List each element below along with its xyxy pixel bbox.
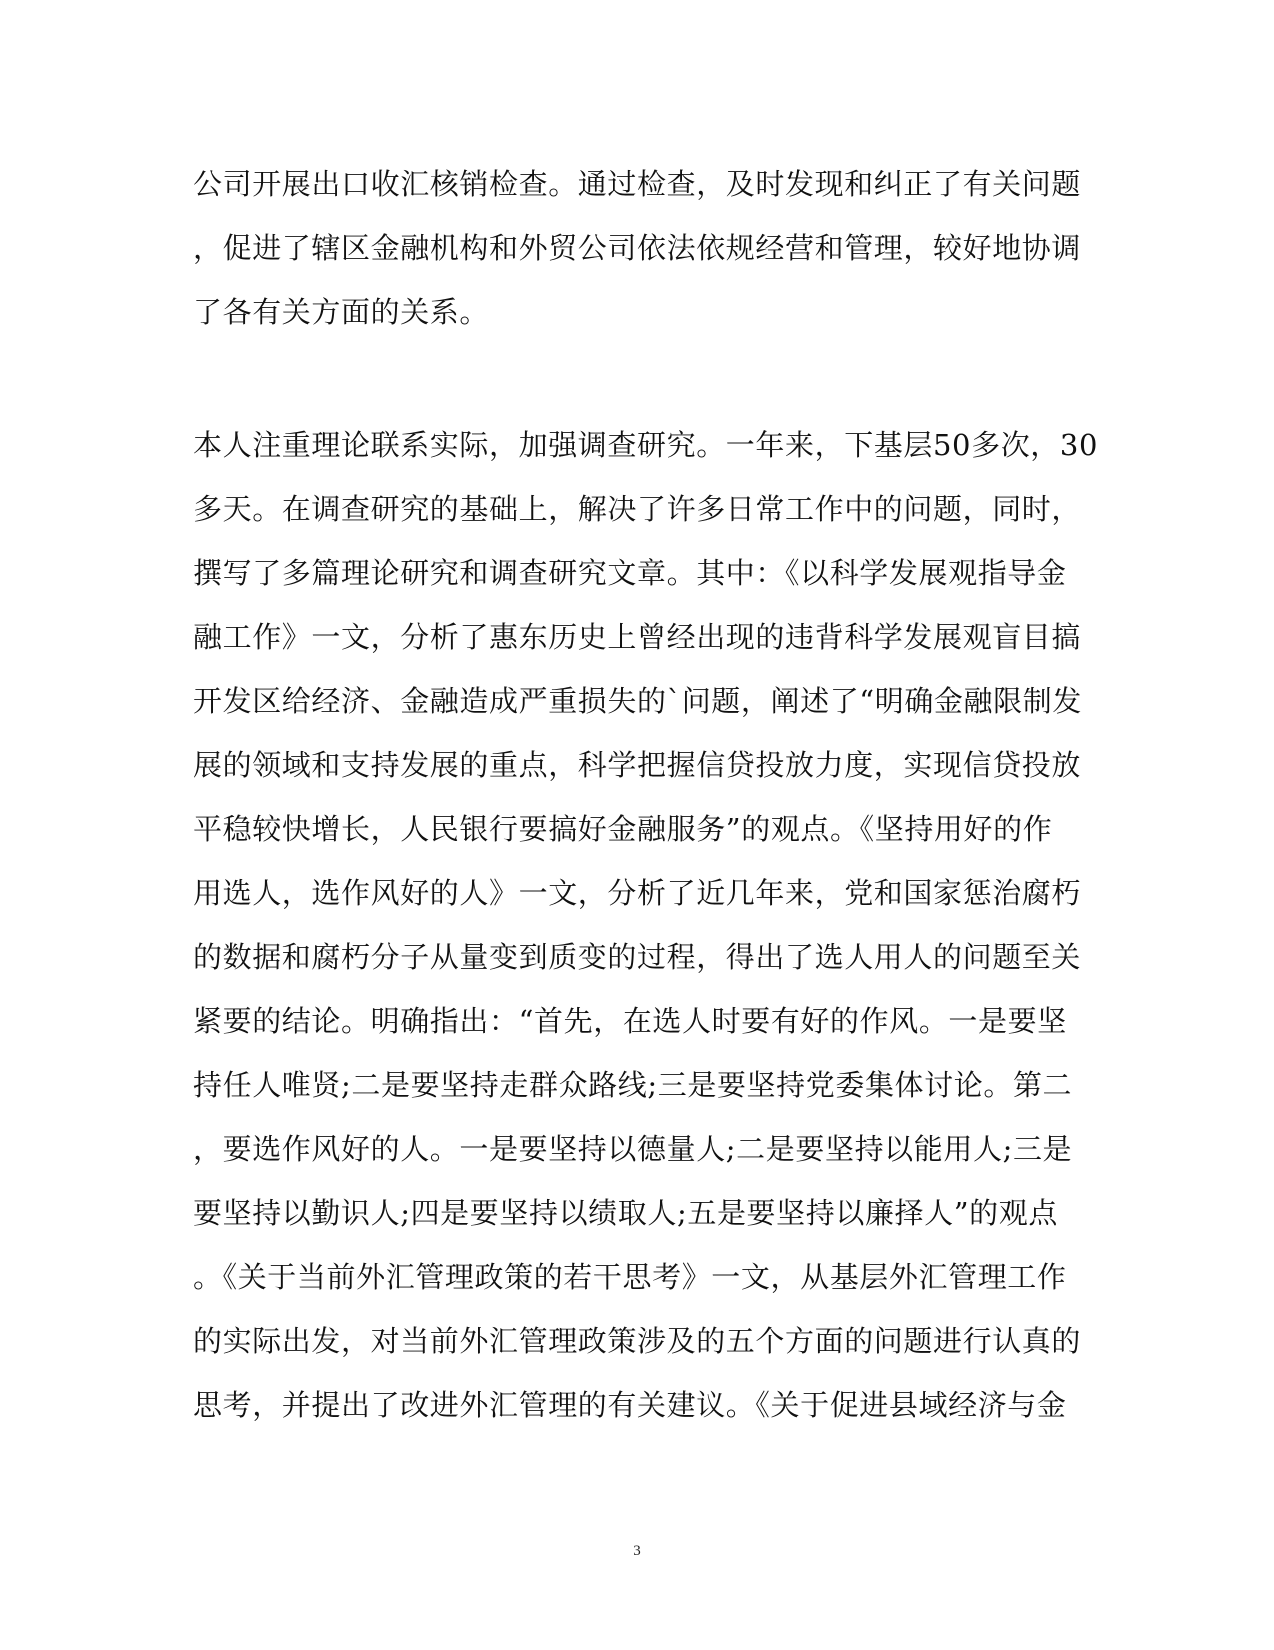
text-line: ，促进了辖区金融机构和外贸公司依法依规经营和管理，较好地协调 bbox=[193, 231, 1082, 265]
text-line: 的数据和腐朽分子从量变到质变的过程，得出了选人用人的问题至关 bbox=[193, 940, 1082, 974]
text-line: 撰写了多篇理论研究和调查研究文章。其中：《以科学发展观指导金 bbox=[193, 556, 1067, 590]
text-line: 用选人，选作风好的人》一文，分析了近几年来，党和国家惩治腐朽 bbox=[193, 876, 1082, 910]
paragraph-1 bbox=[193, 152, 1093, 344]
page-number: 3 bbox=[633, 1543, 641, 1559]
text-line: 紧要的结论。明确指出：“首先，在选人时要有好的作风。一是要坚 bbox=[193, 1004, 1067, 1038]
text-line: 思考，并提出了改进外汇管理的有关建议。《关于促进县域经济与金 bbox=[193, 1388, 1067, 1422]
paragraph-2 bbox=[193, 413, 1099, 1437]
text-line: 的实际出发，对当前外汇管理政策涉及的五个方面的问题进行认真的 bbox=[193, 1324, 1082, 1358]
text-line: 平稳较快增长，人民银行要搞好金融服务”的观点。《坚持用好的作 bbox=[193, 812, 1053, 846]
text-line: 要坚持以勤识人;四是要坚持以绩取人;五是要坚持以廉择人”的观点 bbox=[193, 1196, 1058, 1230]
text-line: ，要选作风好的人。一是要坚持以德量人;二是要坚持以能用人;三是 bbox=[193, 1132, 1073, 1166]
text-line: 多天。在调查研究的基础上，解决了许多日常工作中的问题，同时， bbox=[193, 492, 1082, 526]
text-line: 持任人唯贤;二是要坚持走群众路线;三是要坚持党委集体讨论。第二 bbox=[193, 1068, 1073, 1102]
text-line: 。《关于当前外汇管理政策的若干思考》一文，从基层外汇管理工作 bbox=[193, 1260, 1067, 1294]
text-line: 开发区给经济、金融造成严重损失的`问题，阐述了“明确金融限制发 bbox=[193, 684, 1082, 718]
text-line: 了各有关方面的关系。 bbox=[193, 295, 490, 329]
text-line: 展的领域和支持发展的重点，科学把握信贷投放力度，实现信贷投放 bbox=[193, 748, 1082, 782]
text-line: 公司开展出口收汇核销检查。通过检查，及时发现和纠正了有关问题 bbox=[193, 167, 1082, 201]
text-line: 本人注重理论联系实际，加强调查研究。一年来，下基层50多次，30 bbox=[193, 428, 1099, 462]
text-line: 融工作》一文，分析了惠东历史上曾经出现的违背科学发展观盲目搞 bbox=[193, 620, 1082, 654]
